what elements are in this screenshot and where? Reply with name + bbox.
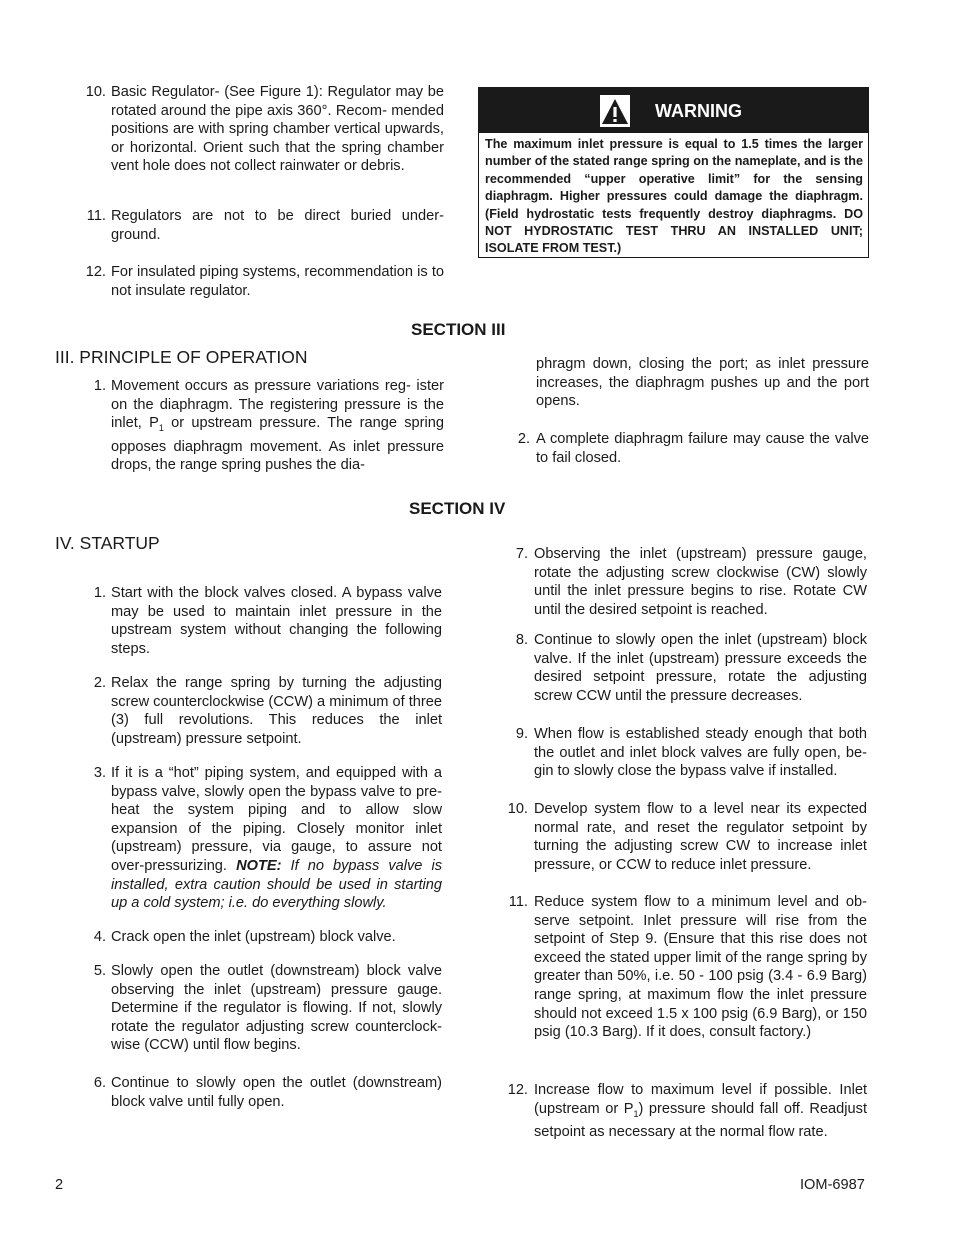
item-number: 2. xyxy=(517,431,530,447)
step-text: Continue to slowly open the outlet (downstream) block valve until fully open. xyxy=(111,1075,442,1110)
step-text: When flow is established steady enough that both the outlet and inlet block valves are fully open, be- gin to slowly close the bypass valve if installed. xyxy=(534,726,867,780)
step-number: 11. xyxy=(508,894,528,910)
step-number: 8. xyxy=(515,632,528,648)
section-iii-heading: SECTION III xyxy=(411,320,506,339)
step-text: Reduce system flow to a minimum level and ob- serve setpoint. Inlet pressure will rise from the setpoint of Step 9. (Ensure that this rise does not exceed the stated upper limit of the range spring by greater than 50%, i.e. 50 - 100 psig (3.4 - 6.9 Barg) range spring, at maximum flow the inlet pressure should not exceed 1.5 x 100 psig (6.9 Barg), or 150 psig (10.3 Barg). If it does, consult factory.) xyxy=(534,894,867,1041)
warning-text: The maximum inlet pressure is equal to 1.5 times the larger number of the stated range spring on the nameplate, and is the recommended “upper operative limit” for the sensing diaphragm. Higher pressures could damage the diaphragm. (Field hydrostatic tests frequently destroy diaphragms. DO NOT HYDROSTATIC TEST THRU AN INSTALLED UNIT; ISOLATE FROM TEST.) xyxy=(485,137,863,256)
step-text: Slowly open the outlet (downstream) block valve observing the inlet (upstream) pressure gauge. Determine if the regulator is flowing. If not, slowly rotate the regulator adjusting screw counterclock- wise (CCW) until flow begins. xyxy=(111,963,442,1054)
step-number: 12. xyxy=(507,1082,528,1098)
item-text: Movement occurs as pressure variations reg- ister on the diaphragm. The registering pressure is the inlet, $P_1$ or upstream pressure. The range spring opposes diaphragm movement. As inlet pressure drops, the range spring pushes the dia- xyxy=(111,378,444,474)
step-text: Observing the inlet (upstream) pressure gauge, rotate the adjusting screw clockwise (CW) slowly until the inlet pressure begins to rise. Rotate CW until the desired setpoint is reached. xyxy=(534,546,867,618)
warning-header xyxy=(479,88,868,133)
step-text: Basic Regulator- (See Figure 1): Regulator may be rotated around the pipe axis 360°. Recom- mended positions are with spring chamber vertical upwards, or horizontal. Orient such that the spring chamber vent hole does not collect rainwater or debris. xyxy=(111,84,444,175)
page-number: 2 xyxy=(55,1177,64,1193)
step-number: 3. xyxy=(93,765,106,781)
step-text: Continue to slowly open the inlet (upstream) block valve. If the inlet (upstream) pressure exceeds the desired setpoint pressure, rotate the adjusting screw CCW until the pressure decreases. xyxy=(534,632,867,704)
item-text: A complete diaphragm failure may cause the valve to fail closed. xyxy=(536,431,869,466)
step-number: 5. xyxy=(93,963,106,979)
note-text: If no bypass valve is installed, extra caution should be used in starting up a cold system; i.e. do everything slowly. xyxy=(111,857,442,912)
step-text: Increase flow to maximum level if possible. Inlet (upstream or $P_1$) pressure should fall off. Readjust setpoint as necessary at the normal flow rate. xyxy=(534,1082,867,1141)
step-text: For insulated piping systems, recommendation is to not insulate regulator. xyxy=(111,264,444,299)
document-id: IOM-6987 xyxy=(800,1177,865,1193)
section-iii-title: III. PRINCIPLE OF OPERATION xyxy=(55,347,308,367)
note-label: NOTE: xyxy=(236,857,282,874)
warning-label: WARNING xyxy=(655,101,742,121)
section-iv-title: IV. STARTUP xyxy=(55,533,160,553)
step-text: Regulators are not to be direct buried under- ground. xyxy=(111,208,444,243)
step-number: 10. xyxy=(507,801,528,817)
step-number: 7. xyxy=(515,546,528,562)
warning-box xyxy=(478,87,869,258)
step-number: 1. xyxy=(93,585,106,601)
section-iv-heading: SECTION IV xyxy=(409,499,506,518)
step-number: 12. xyxy=(85,264,106,280)
step-number: 4. xyxy=(93,929,106,945)
step-number: 6. xyxy=(93,1075,106,1091)
step-number: 9. xyxy=(515,726,528,742)
step-text: Develop system flow to a level near its expected normal rate, and reset the regulator setpoint by turning the adjusting screw CW to increase inlet pressure, or CCW to reduce inlet pressure. xyxy=(534,801,867,873)
step-number: 2. xyxy=(93,675,106,691)
step-number: 10. xyxy=(85,84,106,100)
step-text: Crack open the inlet (upstream) block valve. xyxy=(111,929,396,945)
step-text: Start with the block valves closed. A bypass valve may be used to maintain inlet pressure in the upstream system without changing the following steps. xyxy=(111,585,442,657)
step-number: 11. xyxy=(86,208,106,224)
warning-triangle-icon xyxy=(600,95,630,127)
item-text: phragm down, closing the port; as inlet pressure increases, the diaphragm pushes up and the port opens. xyxy=(536,356,869,410)
subscript: 1 xyxy=(633,1108,639,1119)
subscript: 1 xyxy=(158,423,164,434)
step-text: If it is a “hot” piping system, and equipped with a bypass valve, slowly open the bypass valve to pre-heat the system piping and to allow slow expansion of the piping. Closely monitor inlet (upstream) pressure, via gauge, to assure not over-pressurizing. NOTE: If no bypass valve is installed, extra caution should be used in starting up a cold system; i.e. do everything slowly. xyxy=(111,765,442,912)
step-text: Relax the range spring by turning the adjusting screw counterclockwise (CCW) a minimum of three (3) full revolutions. This reduces the inlet (upstream) pressure setpoint. xyxy=(111,675,442,747)
item-number: 1. xyxy=(93,378,106,394)
